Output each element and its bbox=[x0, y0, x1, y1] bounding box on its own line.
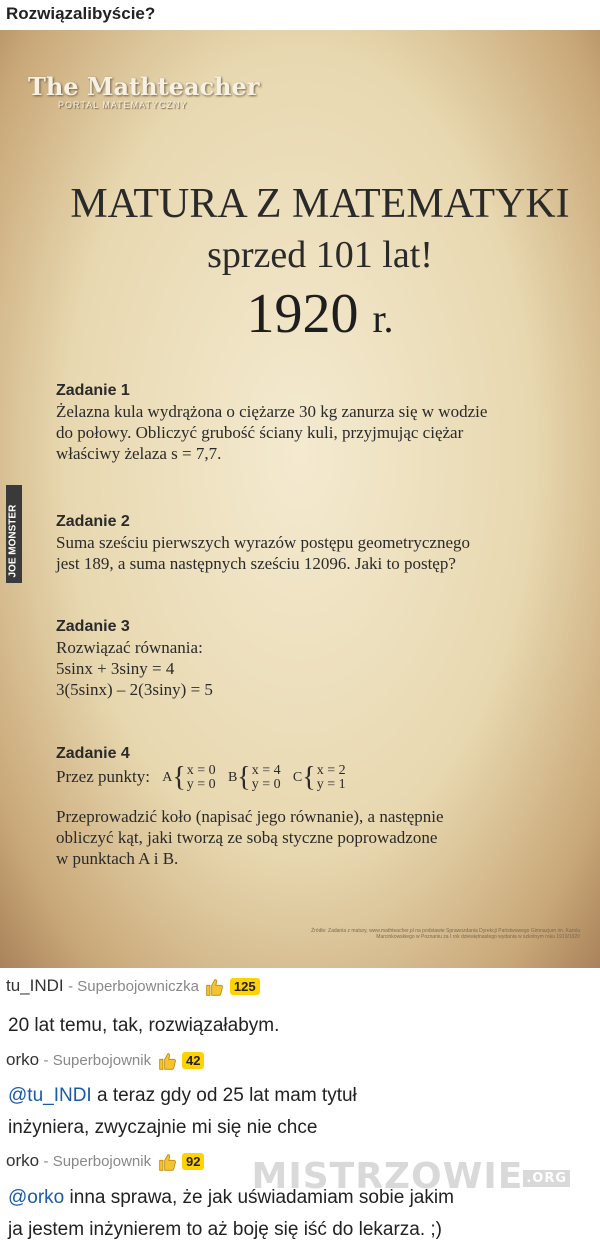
comment-text: 20 lat temu, tak, rozwiązałabym. bbox=[8, 1015, 280, 1036]
thumbs-up-icon[interactable] bbox=[205, 977, 225, 997]
comment-header bbox=[6, 1151, 204, 1172]
task-2: Zadanie 2 Suma sześciu pierwszych wyrazów postępu geometrycznego jest 189, a suma następnych sześciu 12096. Jaki to postęp? bbox=[56, 513, 471, 573]
poster-year: 1920 r. bbox=[246, 283, 394, 345]
poster-headline: MATURA Z MATEMATYKI bbox=[70, 181, 570, 227]
post-title: Rozwiązalibyście? bbox=[6, 4, 156, 23]
point-b: B{x = 4 y = 0 bbox=[227, 762, 281, 794]
site-watermark: MISTRZOWIE .ORG bbox=[252, 1156, 571, 1197]
comment-rank: - Superbojownik bbox=[43, 1052, 152, 1069]
task-3: Zadanie 3 Rozwiązać równania: 5sinx + 3siny = 4 3(5sinx) – 2(3siny) = 5 bbox=[56, 618, 213, 699]
thumbs-up-icon[interactable] bbox=[158, 1051, 178, 1071]
comment-header bbox=[6, 1050, 204, 1071]
comment-score: 92 bbox=[182, 1153, 204, 1170]
comment-mention[interactable]: @orko bbox=[8, 1187, 65, 1208]
comment-rank: - Superbojowniczka bbox=[68, 978, 200, 995]
post-image bbox=[0, 30, 600, 968]
comment-mention[interactable]: @tu_INDI bbox=[8, 1085, 92, 1106]
comment-author[interactable]: orko bbox=[6, 1151, 40, 1170]
thumbs-up-icon[interactable] bbox=[158, 1152, 178, 1172]
task-4: Zadanie 4 Przez punkty: A{x = 0 y = 0 B{x = 4 y = 0 C{x = 2 y = 1 Przeprowadzić koło (napisać jego równanie), a następnie obliczyć kąt, jaki tworzą ze sobą styczne poprowadzone w punktach A i B. bbox=[56, 745, 444, 869]
task-1: Zadanie 1 Żelazna kula wydrążona o ciężarze 30 kg zanurza się w wodzie do połowy. Obliczyć grubość ściany kuli, przyjmując ciężar właściwy żelaza s = 7,7. bbox=[56, 382, 488, 463]
poster-logo: The Mathteacher bbox=[28, 72, 260, 101]
point-c: C{x = 2 y = 1 bbox=[292, 762, 346, 794]
comment-score: 42 bbox=[182, 1052, 204, 1069]
point-a: A{x = 0 y = 0 bbox=[162, 762, 216, 794]
comment-header bbox=[6, 976, 260, 997]
comment-text: @orko inna sprawa, że jak uświadamiam sobie jakim ja jestem inżynierem to aż boję się iść do lekarza. ;) bbox=[8, 1187, 454, 1240]
side-label: JOE MONSTER bbox=[6, 485, 22, 583]
comment-text: @tu_INDI a teraz gdy od 25 lat mam tytuł inżyniera, zwyczajnie mi się nie chce bbox=[8, 1085, 357, 1138]
poster-footnote: Źródło: Zadania z matury, www.mathteacher.pl na podstawie Sprawozdania Dyrekcji Państwowego Gimnazjum im. Karola Marcinkowskiego w Poznaniu za I rok dziewiętnastego wydania w szkolnym roku 1919/1920 bbox=[311, 928, 580, 940]
comment-author[interactable]: tu_INDI bbox=[6, 976, 64, 995]
comment-score: 125 bbox=[230, 978, 260, 995]
comment-author[interactable]: orko bbox=[6, 1050, 40, 1069]
poster-subheadline: sprzed 101 lat! bbox=[207, 234, 433, 276]
poster-logo-sub: PORTAL MATEMATYCZNY bbox=[58, 100, 188, 110]
comment-rank: - Superbojownik bbox=[43, 1153, 152, 1170]
